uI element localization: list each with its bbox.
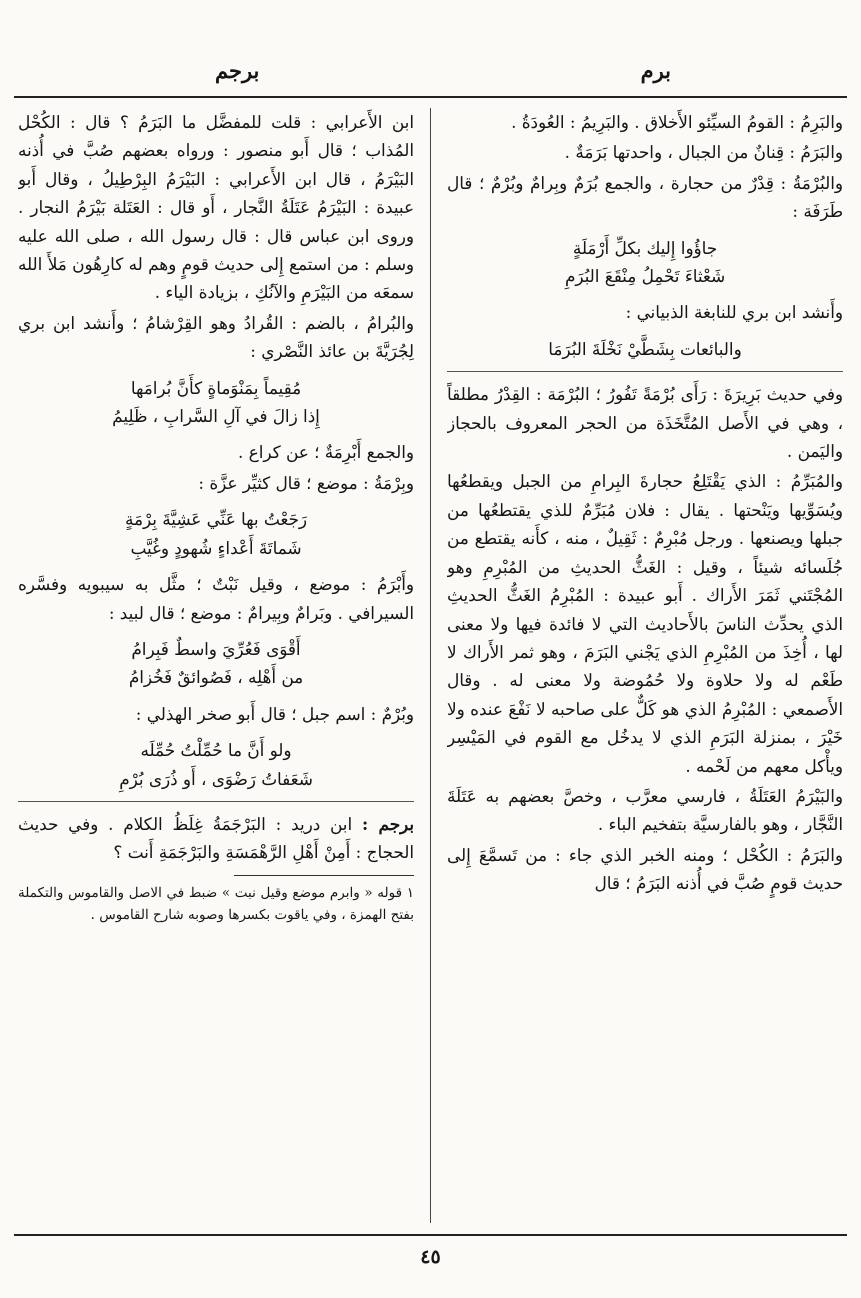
- header-word-right: برم: [640, 58, 671, 83]
- verse-line: شَعَفاتُ رَضْوَى ، أَو ذُرَى بُرْمِ: [119, 768, 313, 789]
- right-column: [447, 108, 843, 1223]
- paragraph: ابن الأَعرابي : قلت للمفضَّل ما البَرَمُ ؟ قال : الكُحْل المُذاب ؛ قال أَبو منصور : ورواه بعضهم صُبَّ في أُذنه البَيْرَمُ ، قال ابن الأَعرابي : البَيْرَمُ البِرْطِيلُ ، وقال أَبو عبيدة : البَيْرَمُ عَتَلَةُ النَّجار ، أَو قال : العَتَلة بَيْرَمُ النجار . وروى ابن عباس قال : قال رسول الله ، صلى الله عليه وسلم : من استمع إِلى حديث قومٍ وهم له كارِهُون مَلأَ الله سمعَه من البَيْرَمِ والآنُكِ ، بزيادة الياء .: [18, 112, 414, 303]
- verse-line: شَماتَةَ أَعْداءٍ شُهودٍ وغُيَّبِ: [130, 537, 302, 558]
- paragraph: والبَرَمُ : قِنانٌ من الجبال ، واحدتها بَرَمَةٌ .: [564, 142, 843, 163]
- left-column: [18, 108, 414, 1223]
- entry-text: ابن دريد : البَرْجَمَةُ غِلَظُ الكلام . وفي حديث الحجاج : أَمِنْ أَهْلِ الرَّهْمَسَةِ والبَرْجَمَةِ أَنت ؟: [18, 813, 414, 863]
- paragraph: والبُرامُ ، بالضم : القُرادُ وهو القِرْشامُ ؛ وأَنشد ابن بري لِجُرَيَّةَ بن عائذ النَّصْري :: [18, 312, 414, 362]
- paragraph: وفي حديث بَرِيرَةَ : رَأَى بُرْمَةً تَفُورُ ؛ البُرْمَة : القِدْرُ مطلقاً ، وهي في الأَصل المُتَّخَذَة من الحجر المعروف بالحجاز واليَمن .: [447, 384, 843, 462]
- verse-line: مُقِيماً بِمَنْوَماةٍ كأَنَّ بُرامَها: [130, 377, 302, 398]
- paragraph: والمُبَرِّمُ : الذي يَقْتَلِعُ حجارةَ البِرامِ من الجبل ويقطعُها ويُسَوِّيها ويَنْحتها . يقال : فلان مُبَرِّمٌ للذي يقتطعُها من جبلها ويصنعها . ورجل مُبْرِمٌ : ثَقِيلٌ ، منه ، كأَنه يقتطع من جُلَسائه شيئاً ، وقيل : الغَثُّ الحديثِ من المُبْرِمِ وهو المُجْتَني ثَمَرَ الأَراك . أَبو عبيدة : المُبْرِمُ الغَثُّ الحديثِ الذي يحدِّث الناسَ بالأَحاديث التي لا فائدة فيها ولا معنى لها ، أُخِذَ من المُبْرِمِ الذي يَجْني البَرَمَ ، وهو ثمر الأَراك لا طَعْم له ولا حلاوة ولا حُمُوضة ولا معنى له . وقال الأَصمعي : المُبْرِمُ الذي هو كَلٌّ على صاحبه لا نَفْعَ عنده ولا خَيْرَ ، بمنزلة البَرَمِ الذي لا يدخُل مع القوم في المَيْسِر ويأْكل معهم من لَحْمه .: [447, 471, 843, 776]
- paragraph: وأَبْرَمُ : موضع ، وقيل نَبْتٌ ؛ مثَّل به سيبويه وفسَّره السيرافي . وبَرامٌ وبِيرامٌ : موضع ؛ قال لبيد :: [18, 574, 414, 623]
- page-number: ٤٥: [420, 1246, 441, 1268]
- verse: [18, 374, 414, 431]
- verse: [18, 505, 414, 562]
- verse-line: أَقْوَى فَعُرِّيَ واسطٌ فَبِرامُ: [131, 638, 301, 659]
- verse: [447, 234, 843, 291]
- separator-rule: [447, 371, 843, 372]
- page-header: [20, 52, 841, 88]
- footnote: ١ قوله « وابرم موضع وقيل نبت » ضبط في الاصل والقاموس والتكملة بفتح الهمزة ، وفي ياقوت بكسرها وصوبه شارح القاموس .: [18, 884, 414, 923]
- verse-line: رَجَعْتُ بها عَنِّي عَشِيَّةَ بِرْمَةٍ: [125, 509, 307, 530]
- footer-rule: [14, 1234, 847, 1236]
- header-rule: [14, 96, 847, 98]
- paragraph: والبُرْمَةُ : قِدْرٌ من حجارة ، والجمع بُرَمٌ وبِرامٌ وبُرْمٌ ؛ قال طَرَفَة :: [447, 172, 843, 222]
- footnote-rule: [234, 875, 414, 876]
- paragraph: والجمع أَبْرِمَةٌ ؛ عن كراع .: [238, 442, 414, 463]
- column-divider: [430, 108, 431, 1223]
- entry-headword: برجم :: [361, 813, 414, 834]
- paragraph: وأَنشد ابن بري للنابغة الذبياني :: [625, 302, 843, 323]
- verse-line: جاؤُوا إِليك بكلِّ أَرْمَلَةٍ: [572, 237, 718, 258]
- paragraph: والبَيْرَمُ العَتَلَةُ ، فارسي معرَّب ، وخصَّ بعضهم به عَتَلَةَ النَّجَّار ، وهو بالفارسيَّة بتفخيم الباء .: [447, 785, 843, 835]
- verse-line: من أَهْلِه ، فَصُوائقٌ فَخُزامُ: [128, 667, 304, 688]
- verse: [18, 736, 414, 793]
- header-word-left: برجم: [215, 58, 260, 83]
- entry-paragraph: [18, 810, 414, 867]
- verse-line: إِذا زالَ في آلِ السَّرابِ ، ظَلِيمُ: [112, 406, 320, 427]
- verse: [18, 635, 414, 692]
- paragraph: والبَرِمُ : القومُ السيِّئو الأَخلاق . والبَرِيمُ : العُودَةُ .: [511, 112, 843, 132]
- verse-line: شَعْثاءَ تَحْمِلُ مِنْقَعَ البُرَمِ: [564, 266, 726, 287]
- paragraph: والبَرَمُ : الكُحْل ؛ ومنه الخبر الذي جاء : من تَسمَّعَ إِلى حديث قومٍ صُبَّ في أُذنه البَرَمُ ؛ قال: [447, 844, 843, 894]
- separator-rule: [18, 801, 414, 802]
- paragraph: وبُرْمٌ : اسم جبل ؛ قال أَبو صخر الهذلي :: [135, 703, 414, 724]
- paragraph: وبِرْمَةُ : موضع ؛ قال كثيِّر عزَّة :: [198, 472, 414, 493]
- verse-line: ولو أَنَّ ما حُمِّلْتُ حُمِّلَه: [140, 740, 292, 761]
- verse: [447, 335, 843, 363]
- verse-line: والبائعات بِشَطَّيْ نَخْلَةَ البُرَمَا: [548, 338, 742, 359]
